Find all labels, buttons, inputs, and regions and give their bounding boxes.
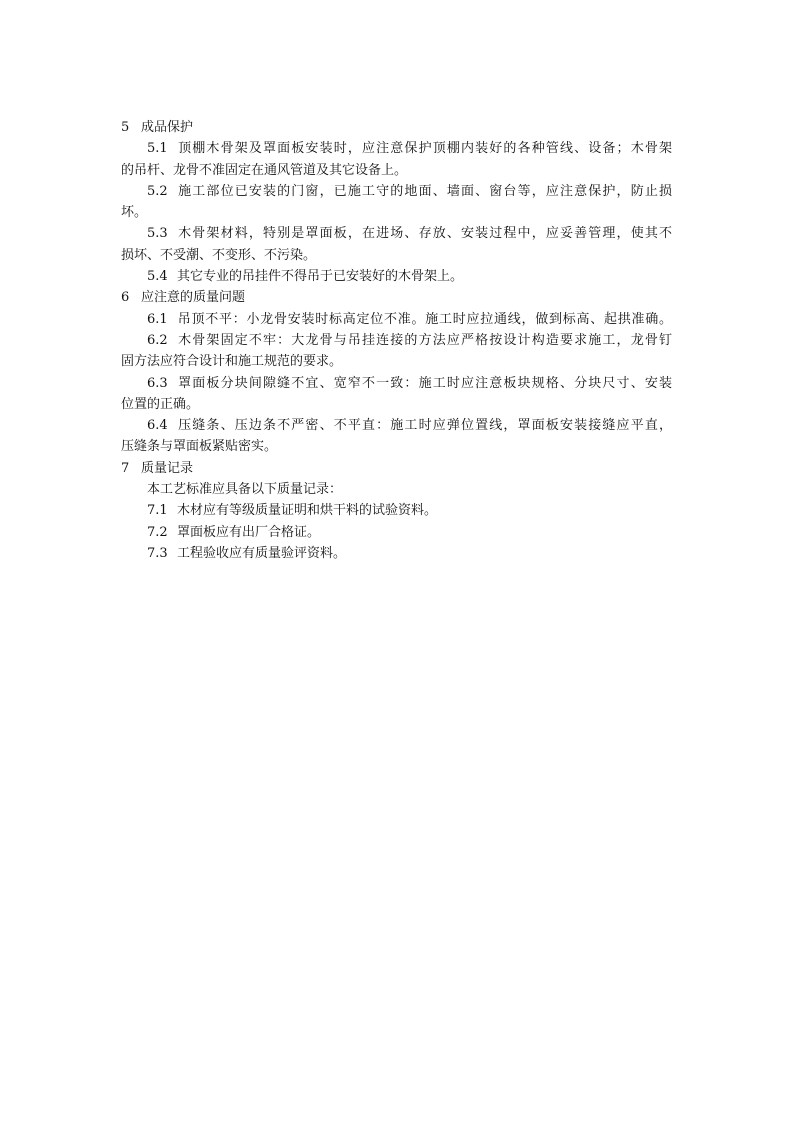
clause-line bbox=[121, 522, 672, 543]
clause-line bbox=[121, 181, 672, 202]
section-heading bbox=[121, 287, 672, 308]
clause-text: 压缝条、压边条不严密、不平直：施工时应弹位置线，罩面板安装接缝应平直， bbox=[177, 418, 672, 434]
clause-line bbox=[121, 138, 672, 159]
clause-line bbox=[121, 309, 672, 330]
clause-text: 其它专业的吊挂件不得吊于已安装好的木骨架上。 bbox=[177, 269, 464, 285]
section-title: 成品保护 bbox=[141, 120, 194, 135]
clause-number: 6.3 bbox=[147, 375, 168, 391]
clause-continuation: 损坏、不受潮、不变形、不污染。 bbox=[121, 247, 317, 263]
clause-line bbox=[121, 330, 672, 351]
clause-text: 木骨架固定不牢：大龙骨与吊挂连接的方法应严格按设计构造要求施工，龙骨钉 bbox=[177, 332, 672, 348]
clause-number: 5.3 bbox=[147, 226, 168, 242]
clause-line bbox=[121, 223, 672, 244]
clause-text: 施工部位已安装的门窗，已施工守的地面、墙面、窗台等，应注意保护，防止损 bbox=[177, 183, 672, 199]
clause-continuation: 压缝条与罩面板紧贴密实。 bbox=[121, 439, 278, 455]
clause-number: 7.1 bbox=[147, 503, 168, 519]
clause-line bbox=[121, 373, 672, 394]
section-heading bbox=[121, 117, 672, 138]
clause-text: 工程验收应有质量验评资料。 bbox=[177, 545, 347, 561]
clause-continuation: 固方法应符合设计和施工规范的要求。 bbox=[121, 354, 343, 370]
section-title: 质量记录 bbox=[141, 460, 194, 476]
clause-number: 6.4 bbox=[147, 418, 168, 434]
section-heading bbox=[121, 458, 672, 479]
section-title: 应注意的质量问题 bbox=[141, 290, 246, 306]
clause-continuation: 的吊杆、龙骨不准固定在通风管道及其它设备上。 bbox=[121, 162, 408, 178]
document-page bbox=[121, 117, 672, 564]
clause-number: 7.3 bbox=[147, 545, 168, 561]
clause-text: 吊顶不平：小龙骨安装时标高定位不准。施工时应拉通线，做到标高、起拱准确。 bbox=[177, 311, 672, 327]
clause-number: 5.4 bbox=[147, 269, 168, 285]
clause-number: 7.2 bbox=[147, 524, 168, 540]
clause-number: 5.2 bbox=[147, 183, 168, 199]
clause-continuation: 位置的正确。 bbox=[121, 396, 200, 412]
section-number: 6 bbox=[121, 290, 130, 306]
clause-text: 罩面板分块间隙缝不宜、宽窄不一致：施工时应注意板块规格、分块尺寸、安装 bbox=[177, 375, 672, 391]
clause-line bbox=[121, 266, 672, 287]
clause-text: 顶棚木骨架及罩面板安装时，应注意保护顶棚内装好的各种管线、设备；木骨架 bbox=[177, 141, 672, 157]
clause-number: 6.2 bbox=[147, 332, 168, 348]
clause-text: 木骨架材料，特别是罩面板，在进场、存放、安装过程中，应妥善管理，使其不 bbox=[177, 226, 672, 242]
clause-number: 5.1 bbox=[147, 141, 168, 157]
section-number: 5 bbox=[121, 120, 130, 135]
clause-text: 罩面板应有出厂合格证。 bbox=[177, 524, 321, 540]
clause-line bbox=[121, 415, 672, 436]
clause-text: 木材应有等级质量证明和烘干料的试验资料。 bbox=[177, 503, 438, 519]
section-intro: 本工艺标准应具备以下质量记录： bbox=[147, 482, 343, 498]
clause-line bbox=[121, 543, 672, 564]
section-number: 7 bbox=[121, 460, 130, 476]
clause-number: 6.1 bbox=[147, 311, 168, 327]
clause-line bbox=[121, 500, 672, 521]
clause-continuation: 坏。 bbox=[121, 205, 148, 221]
